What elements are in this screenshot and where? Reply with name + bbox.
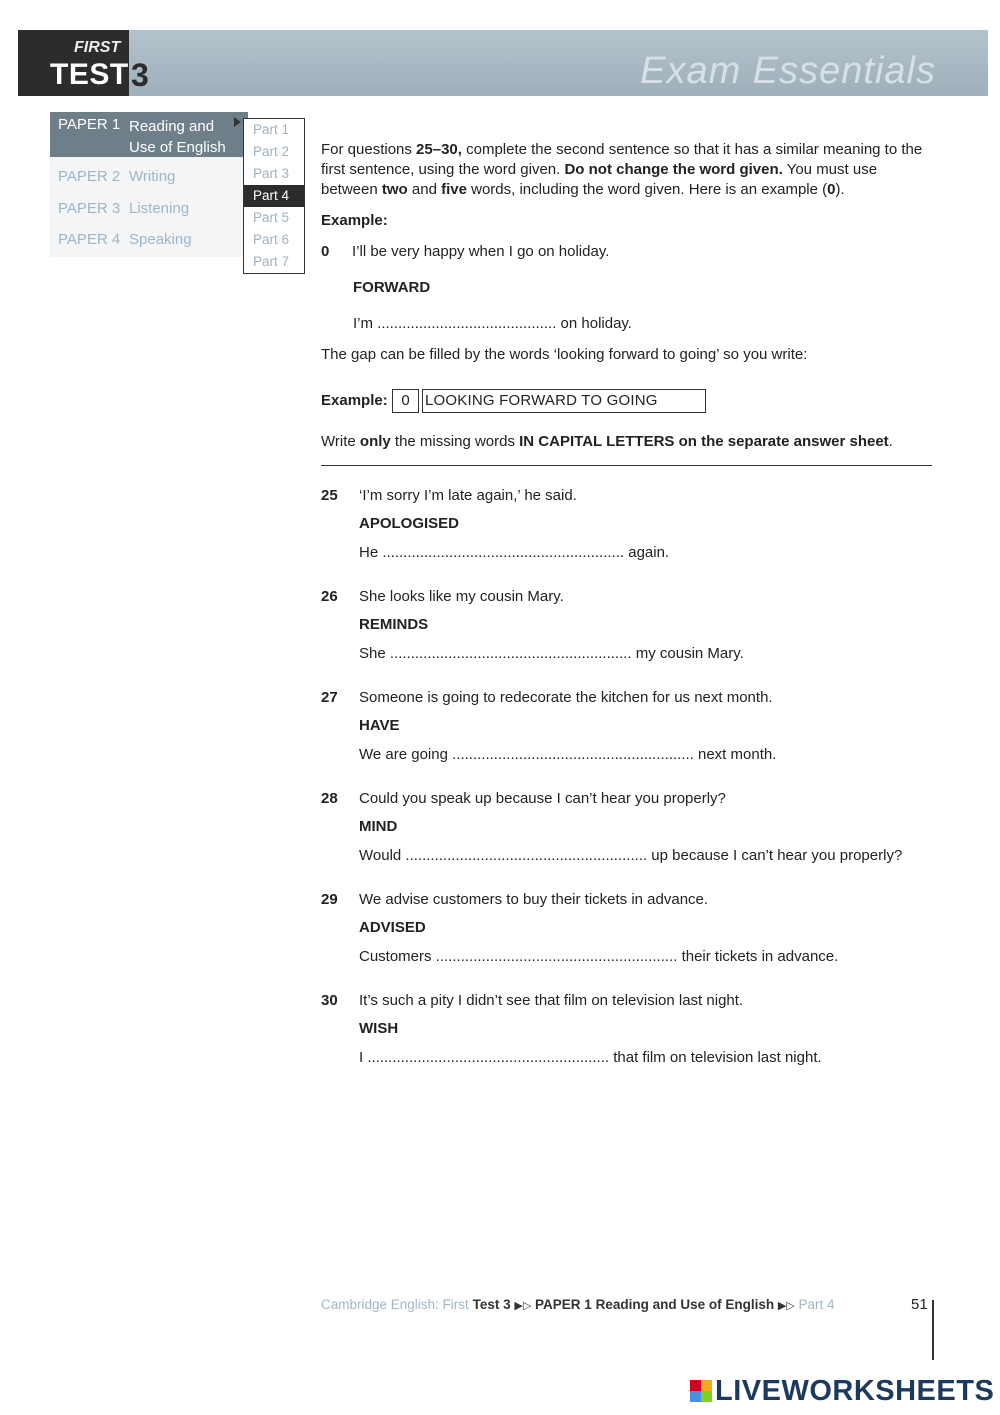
first-label: FIRST	[74, 39, 121, 56]
part-7-item[interactable]: Part 7	[253, 254, 290, 269]
instr-bold: five	[441, 181, 467, 198]
question-key-word: WISH	[359, 1020, 399, 1037]
instr-text: and	[407, 181, 442, 198]
paper-4-item[interactable]	[58, 231, 192, 248]
note-bold: IN CAPITAL LETTERS on the separate answer sheet	[519, 433, 889, 450]
question-sentence: She looks like my cousin Mary.	[359, 588, 564, 605]
question-sentence: It’s such a pity I didn’t see that film on television last night.	[359, 992, 744, 1009]
question-gap-line[interactable]: He .......................................................... again.	[359, 544, 670, 561]
note-text: Write	[321, 433, 360, 450]
liveworksheets-icon	[690, 1380, 712, 1402]
example-heading: Example:	[321, 212, 388, 229]
paper-2-title: Writing	[129, 168, 176, 185]
example-key-word: FORWARD	[353, 279, 431, 296]
paper-2-number: PAPER 2	[58, 168, 121, 185]
question-key-word: REMINDS	[359, 616, 429, 633]
footer-part: Part 4	[798, 1297, 835, 1312]
liveworksheets-logo	[690, 1375, 994, 1407]
note-text: the missing words	[390, 433, 520, 450]
test-badge	[18, 30, 129, 96]
part-4-item[interactable]: Part 4	[244, 185, 304, 207]
question-number: 28	[321, 790, 338, 807]
test-label: TEST	[50, 58, 129, 91]
part-6-item[interactable]: Part 6	[253, 232, 290, 247]
footer-exam: Cambridge English: First	[321, 1297, 469, 1312]
question-key-word: ADVISED	[359, 919, 426, 936]
part-5-item[interactable]: Part 5	[253, 210, 290, 225]
instr-text: words, including the word given. Here is an example (	[466, 181, 828, 198]
double-chevron-right-icon: ▶▷	[777, 1300, 795, 1312]
question-gap-line[interactable]: She .......................................................... my cousin Mary.	[359, 645, 744, 662]
example-gap-note: The gap can be filled by the words ‘looking forward to going’ so you write:	[321, 346, 808, 363]
example-number-box: 0	[392, 389, 419, 413]
page-footer	[321, 1297, 835, 1312]
instr-bold: Do not change the word given.	[564, 161, 783, 178]
instr-bold: 0	[827, 181, 836, 198]
question-gap-line[interactable]: I .......................................................... that film on television last night.	[359, 1049, 822, 1066]
question-sentence: We advise customers to buy their tickets in advance.	[359, 891, 709, 908]
paper-4-title: Speaking	[129, 231, 192, 248]
paper-1-title: Reading and Use of English	[129, 118, 226, 156]
note-bold: only	[359, 433, 391, 450]
instr-text: complete the second sentence so that it has a similar meaning to the first sentence, using the word given.	[321, 141, 923, 178]
test-number: 3	[131, 57, 149, 93]
triangle-right-icon	[234, 117, 241, 127]
example-sentence: I’ll be very happy when I go on holiday.	[352, 243, 610, 260]
write-instruction	[321, 433, 893, 450]
paper-2-item[interactable]	[58, 168, 176, 185]
paper-3-item[interactable]	[58, 200, 190, 217]
task-instructions	[321, 140, 933, 200]
question-number: 27	[321, 689, 338, 706]
brand-title: Exam Essentials	[640, 50, 936, 92]
example-gap-line: I’m ........................................... on holiday.	[353, 315, 632, 332]
header-band	[18, 30, 988, 96]
question-number: 29	[321, 891, 338, 908]
double-chevron-right-icon: ▶▷	[514, 1300, 532, 1312]
instr-text: ).	[835, 181, 845, 198]
paper-1-number: PAPER 1	[58, 116, 121, 133]
paper-3-number: PAPER 3	[58, 200, 121, 217]
instr-bold: two	[381, 181, 408, 198]
question-gap-line[interactable]: Customers .......................................................... their tickets in advance.	[359, 948, 839, 965]
question-gap-line[interactable]: Would .......................................................... up because I can’t hear you properly?	[359, 847, 903, 864]
footer-test: Test 3	[472, 1297, 511, 1312]
part-3-item[interactable]: Part 3	[253, 166, 290, 181]
question-sentence: Could you speak up because I can’t hear you properly?	[359, 790, 726, 807]
question-sentence: Someone is going to redecorate the kitchen for us next month.	[359, 689, 773, 706]
page-bar	[932, 1300, 934, 1360]
question-key-word: APOLOGISED	[359, 515, 460, 532]
example-box-label: Example:	[321, 392, 388, 409]
question-key-word: MIND	[359, 818, 398, 835]
question-number: 30	[321, 992, 338, 1009]
instr-text: You must use between	[321, 161, 878, 198]
footer-paper: PAPER 1 Reading and Use of English	[535, 1297, 775, 1312]
paper-1-item[interactable]	[50, 112, 248, 157]
note-text: .	[888, 433, 893, 450]
instr-text: For questions	[321, 141, 417, 158]
part-1-item[interactable]: Part 1	[253, 122, 290, 137]
paper-4-number: PAPER 4	[58, 231, 121, 248]
part-2-item[interactable]: Part 2	[253, 144, 290, 159]
page-number: 51	[911, 1296, 928, 1313]
question-number: 25	[321, 487, 338, 504]
example-answer-box: LOOKING FORWARD TO GOING	[422, 389, 706, 413]
part-list	[243, 118, 305, 274]
question-sentence: ‘I’m sorry I’m late again,’ he said.	[359, 487, 577, 504]
paper-nav	[50, 112, 248, 257]
question-key-word: HAVE	[359, 717, 400, 734]
question-number: 26	[321, 588, 338, 605]
paper-3-title: Listening	[129, 200, 190, 217]
example-number: 0	[321, 243, 330, 260]
liveworksheets-wordmark: LIVEWORKSHEETS	[715, 1375, 995, 1407]
question-gap-line[interactable]: We are going .......................................................... next month.	[359, 746, 777, 763]
instr-bold: 25–30,	[416, 141, 462, 158]
divider	[321, 465, 932, 466]
